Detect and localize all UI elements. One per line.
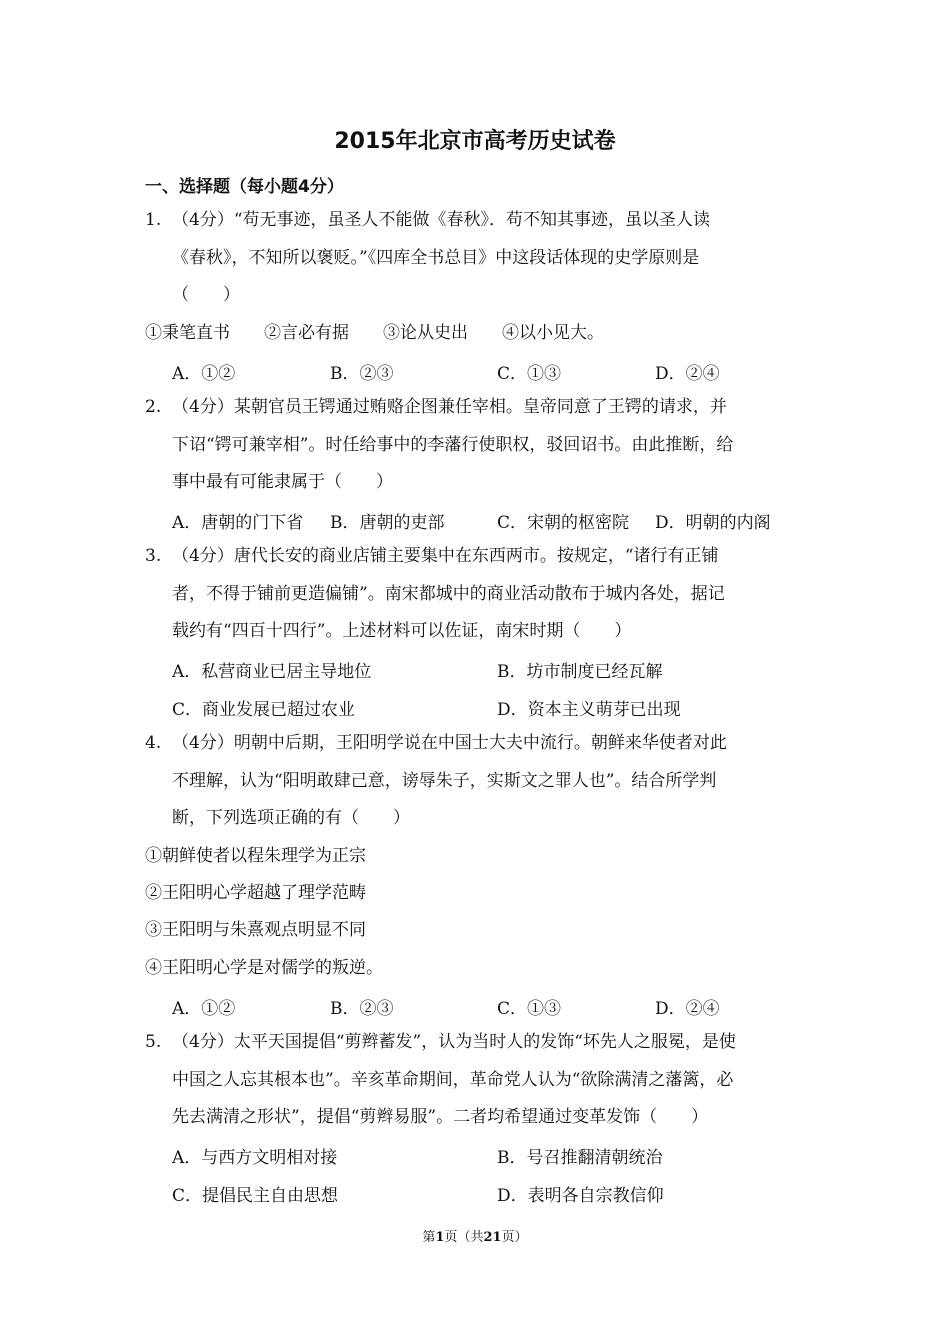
- option-d[interactable]: D．资本主义萌芽已出现: [497, 700, 681, 720]
- option-a[interactable]: A．私营商业已居主导地位: [172, 662, 372, 682]
- option-b[interactable]: B．号召推翻清朝统治: [497, 1148, 663, 1168]
- page-number: 1: [435, 1230, 445, 1245]
- question-text-line: （4分）某朝官员王锷通过贿赂企图兼任宰相。皇帝同意了王锷的请求，并: [172, 397, 727, 417]
- page-footer: [0, 1226, 950, 1245]
- footer-prefix: 第: [422, 1230, 436, 1245]
- total-pages: 21: [483, 1230, 502, 1245]
- question-text-line: （4分）明朝中后期，王阳明学说在中国士大夫中流行。朝鲜来华使者对此: [172, 733, 727, 753]
- question-text-line: 中国之人忘其根本也”。辛亥革命期间，革命党人认为“欲除满清之藩篱，必: [172, 1070, 734, 1090]
- question-text-line: 事中最有可能隶属于（ ）: [172, 472, 393, 492]
- option-d[interactable]: D．表明各自宗教信仰: [497, 1186, 664, 1206]
- question-text-line: （4分）唐代长安的商业店铺主要集中在东西两市。按规定，“诸行有正铺: [172, 546, 719, 566]
- option-a[interactable]: A．与西方文明相对接: [172, 1148, 338, 1168]
- question-text-line: （4分）“苟无事迹，虽圣人不能做《春秋》．苟不知其事迹，虽以圣人读: [172, 210, 711, 230]
- option-a[interactable]: A．①②: [172, 364, 236, 384]
- option-b[interactable]: B．坊市制度已经瓦解: [497, 662, 663, 682]
- question-number: 4.: [145, 733, 162, 753]
- question-text-line: 先去满清之形状”，提倡“剪辫易服”。二者均希望通过变革发饰（ ）: [172, 1107, 709, 1127]
- option-d[interactable]: D．明朝的内阁: [655, 513, 771, 533]
- option-a[interactable]: A．唐朝的门下省: [172, 513, 304, 533]
- statement-item: ③王阳明与朱熹观点明显不同: [145, 920, 366, 940]
- question-text-line: 断，下列选项正确的有（ ）: [172, 808, 410, 828]
- footer-suffix: 页）: [501, 1230, 528, 1245]
- option-c[interactable]: C．宋朝的枢密院: [497, 513, 630, 533]
- question-number: 1.: [145, 210, 162, 230]
- question-number: 5.: [145, 1032, 162, 1052]
- question-text-line: 不理解，认为“阳明敢肆己意，谤辱朱子，实斯文之罪人也”。结合所学判: [172, 771, 717, 791]
- option-d[interactable]: D．②④: [655, 364, 720, 384]
- option-b[interactable]: B．唐朝的吏部: [330, 513, 445, 533]
- option-a[interactable]: A．①②: [172, 999, 236, 1019]
- question-text-line: （4分）太平天国提倡“剪辫蓄发”，认为当时人的发饰“坏先人之服冕，是使: [172, 1032, 736, 1052]
- option-b[interactable]: B．②③: [330, 999, 394, 1019]
- statement-item: ④王阳明心学是对儒学的叛逆。: [145, 958, 383, 978]
- question-text-line: 者，不得于铺前更造偏铺”。南宋都城中的商业活动散布于城内各处，据记: [172, 584, 725, 604]
- question-text-line: 载约有“四百十四行”。上述材料可以佐证，南宋时期（ ）: [172, 621, 632, 641]
- question-text-line: 下诏“锷可兼宰相”。时任给事中的李藩行使职权，驳回诏书。由此推断，给: [172, 435, 734, 455]
- option-d[interactable]: D．②④: [655, 999, 720, 1019]
- question-text-line: （ ）: [172, 285, 240, 305]
- statement-item: ①秉笔直书 ②言必有据 ③论从史出 ④以小见大。: [145, 323, 604, 343]
- option-c[interactable]: C．提倡民主自由思想: [172, 1186, 339, 1206]
- statement-item: ②王阳明心学超越了理学范畴: [145, 883, 366, 903]
- statement-item: ①朝鲜使者以程朱理学为正宗: [145, 846, 366, 866]
- footer-mid: 页（共: [444, 1230, 484, 1245]
- section-heading: 一、选择题（每小题4分）: [145, 177, 344, 197]
- option-b[interactable]: B．②③: [330, 364, 394, 384]
- question-number: 3.: [145, 546, 162, 566]
- option-c[interactable]: C．商业发展已超过农业: [172, 700, 356, 720]
- page-title: 2015年北京市高考历史试卷: [334, 129, 616, 154]
- question-number: 2.: [145, 397, 162, 417]
- question-text-line: 《春秋》，不知所以褒贬。”《四库全书总目》中这段话体现的史学原则是: [172, 248, 700, 268]
- option-c[interactable]: C．①③: [497, 364, 562, 384]
- option-c[interactable]: C．①③: [497, 999, 562, 1019]
